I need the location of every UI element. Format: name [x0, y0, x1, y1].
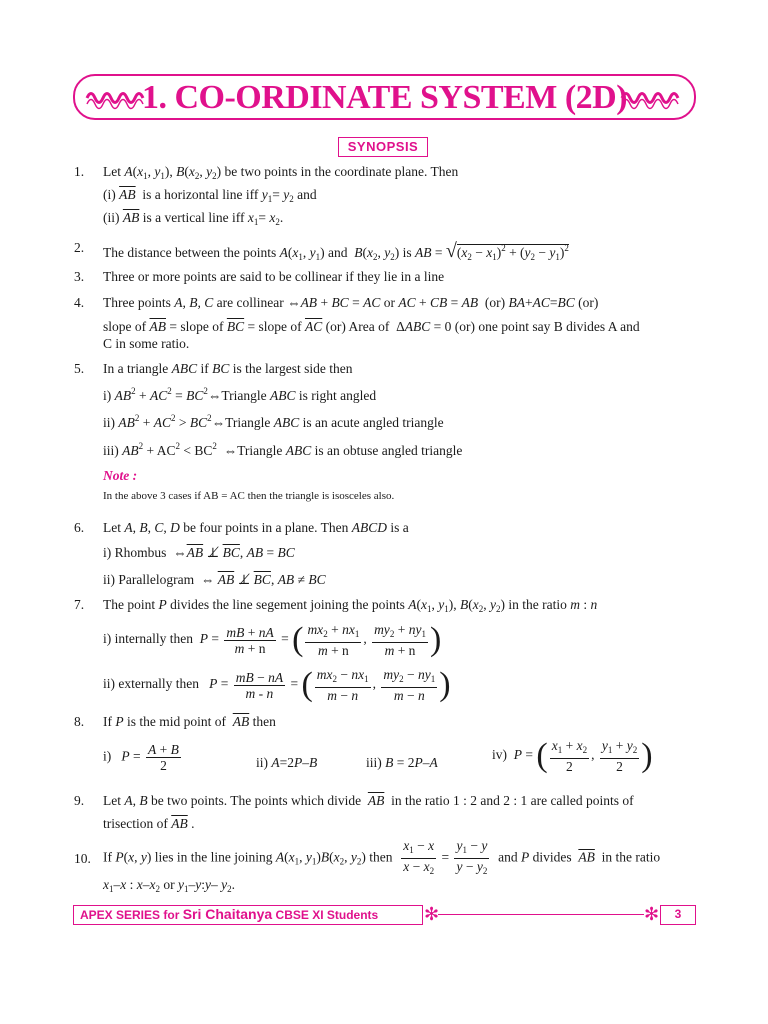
item-number: 7. — [74, 597, 85, 612]
item-1-i: (i) $\overline{AB}$ is a horizontal line iff $y_1= y_2$ and — [103, 187, 317, 204]
footer-brand: Sri Chaitanya — [182, 906, 273, 922]
item-number: 2. — [74, 240, 85, 255]
item-7-text: The point P divides the line segement joining the points $A(x_1$, $y_1$), $B(x_2$, $y_2$) in the ratio m : n — [103, 597, 598, 614]
note-label: Note : — [103, 468, 138, 483]
item-4-line1: Three points A, B, C are collinear ⇔AB + BC = AC or AC + CB = AB (or) BA+AC=BC (or) — [103, 295, 599, 310]
item-4-line3: C in some ratio. — [103, 336, 190, 351]
footer-suffix: CBSE XI Students — [272, 908, 379, 922]
footer-divider — [438, 914, 644, 915]
star-ornament-icon: ✻ — [644, 904, 660, 924]
star-ornament-icon: ✻ — [424, 904, 440, 924]
item-5-iii: iii) $AB^2 + AC^2 < BC^2$ ⇔Triangle ABC is an obtuse angled triangle — [103, 441, 463, 458]
footer-prefix: APEX SERIES for — [80, 908, 183, 922]
item-number: 10. — [74, 851, 91, 866]
title-banner — [73, 74, 696, 120]
section-label: SYNOPSIS — [338, 137, 428, 157]
item-7-ii: ii) externally then P = $\frac{mB - nA}{m - n}$ = ( $\frac{mx_2 - nx_1}{m - n}$ , $\frac{my_2 - ny_1}{m - n}$ ) — [103, 666, 451, 703]
item-2-text: The distance between the points $A(x_1$, $y_1$) and $B(x_2$, $y_2$) is AB = $√(x_2 - x_1)^2 + (y_2 - y_1)^2$ — [103, 240, 569, 262]
item-5-i: i) $AB^2 + AC^2$ = $BC^2\Leftrightarrow Triangle$ ABC is right angled — [103, 386, 377, 403]
item-8-iii: iii) B = 2P–A — [366, 755, 438, 770]
item-8-iv: iv) P = ( $\frac{x_1 + x_2}{2}$ , $\frac{y_1 + y_2}{2}$ ) — [492, 737, 653, 774]
item-4-line2-end: (or) one point say B divides A and — [454, 319, 640, 334]
item-number: 1. — [74, 164, 85, 179]
item-10-line2: $x_1-x$ : $x-x_2$ or $y_1-y:y-$ $y_2$. — [103, 877, 236, 894]
item-6-i: i) Rhombus $\Leftrightarrow\overline{AB}$ ⊥̸ $\overline{BC}$, AB = BC — [103, 545, 295, 560]
item-1-ii: (ii) $\overline{AB}$ is a vertical line iff $x_1= x_2$. — [103, 210, 284, 227]
note-text: In the above 3 cases if AB = AC then the triangle is isosceles also. — [103, 490, 395, 502]
item-number: 4. — [74, 295, 85, 310]
wave-ornament-right-icon — [620, 86, 684, 110]
item-number: 9. — [74, 793, 85, 808]
item-8-text: If P is the mid point of $\overline{AB}$ then — [103, 714, 276, 729]
item-10-text: If P(x, y) lies in the line joining $A(x_1$, $y_1)B(x_2$, $y_2$) then $\frac{x_1 - x}{x - x_2}$ = $\frac{y_1 - y}{y - y_2}$ and P divides $\overline{AB}$ in the ratio — [103, 838, 661, 876]
item-number: 6. — [74, 520, 85, 535]
item-1-text: Let $A(x_1$, $y_1$), $B(x_2$, $y_2$) be two points in the coordinate plane. Then — [103, 164, 459, 181]
item-number: 3. — [74, 269, 85, 284]
footer-series-label — [73, 905, 423, 925]
item-9-line2: trisection of $\overline{AB}$ . — [103, 816, 195, 831]
item-3-text: Three or more points are said to be collinear if they lie in a line — [103, 269, 445, 284]
item-number: 8. — [74, 714, 85, 729]
item-8-i: i) P = $\frac{A + B}{2}$ — [103, 742, 179, 773]
item-7-i: i) internally then P = $\frac{mB + nA}{m + n}$ = ( $\frac{mx_2 + nx_1}{m + n}$ , $\frac{my_2 + ny_1}{m + n}$ ) — [103, 621, 442, 658]
item-number: 5. — [74, 361, 85, 376]
item-5-text: In a triangle ABC if BC is the largest side then — [103, 361, 353, 376]
item-4-line2: slope of $\overline{AB}$ = slope of $\overline{BC}$ = slope of $\overline{AC}$ (or) Area of ΔABC = 0 (or) one point say B divides A and — [103, 319, 640, 334]
page-number: 3 — [660, 905, 696, 925]
page-title: 1. CO-ORDINATE SYSTEM (2D) — [141, 79, 628, 116]
item-6-ii: ii) Parallelogram ⇔ $\overline{AB}$ ⊥̸ $\overline{BC}$, AB ≠ BC — [103, 572, 326, 587]
item-9-text: Let A, B be two points. The points which divide $\overline{AB}$ in the ratio 1 : 2 and 2 : 1 are called points of — [103, 793, 634, 808]
item-9-line2-text: trisection of — [103, 816, 168, 831]
item-6-text: Let A, B, C, D be four points in a plane. Then ABCD is a — [103, 520, 409, 535]
item-5-ii: ii) $AB^2 + AC^2$ > $BC^2\Leftrightarrow Triangle$ ABC is an acute angled triangle — [103, 413, 444, 430]
item-8-ii: ii) A=2P–B — [256, 755, 318, 770]
